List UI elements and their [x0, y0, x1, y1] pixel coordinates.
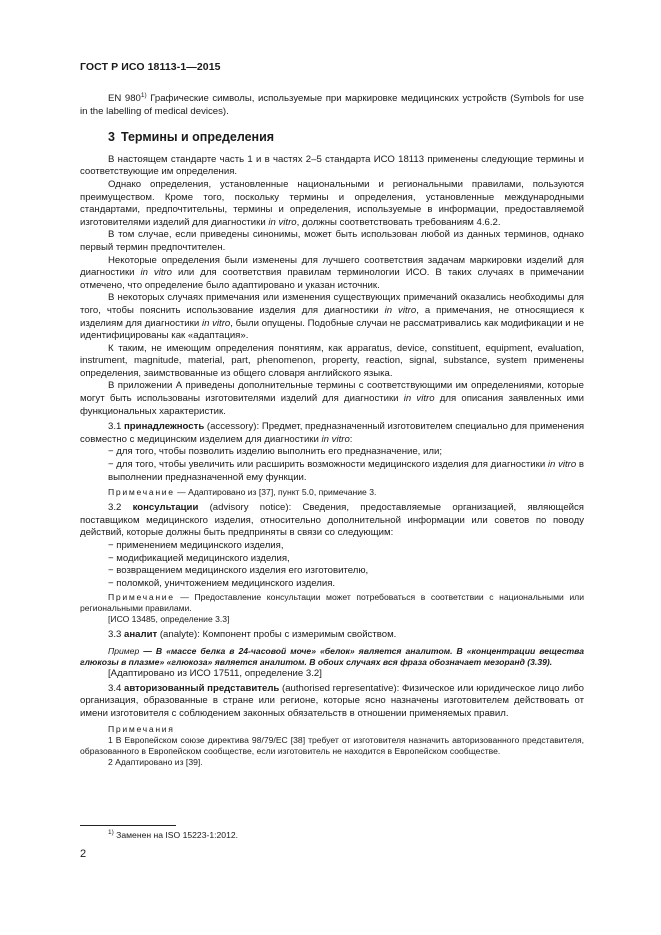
note: Примечание — Предоставление консультации может потребоваться в соответствии с национальными или региональными правилами. — [80, 592, 584, 614]
paragraph: К таким, не имеющим определения понятиям, как apparatus, device, constituent, equipment, evaluation, instrument, magnitude, material, part, phenomenon, property, reaction, signal, substance, system применены определения, заимствованные из общего словаря английского языка. — [80, 342, 584, 379]
term-3-2: 3.2 консультации (advisory notice): Сведения, предоставляемые организацией, являющейся поставщиком медицинского изделия, относительно дополнительной информации или советов по поводу действий, которые должны быть предприняты в связи со следующим: — [80, 502, 584, 539]
note: 2 Адаптировано из [39]. — [108, 757, 203, 768]
list-item: − поломкой, уничтожением медицинского изделия. — [108, 577, 336, 589]
note: Примечание — Адаптировано из [37], пункт 5.0, примечание 3. — [108, 487, 377, 498]
list-item: − для того, чтобы увеличить или расширить возможности медицинского изделия для диагностики in vitro в выполнении предназначенной ему функции. — [108, 459, 584, 483]
document-header: ГОСТ Р ИСО 18113-1—2015 — [80, 61, 221, 73]
reference-en980: EN 980$^{1)}$ Графические символы, используемые при маркировке медицинских устройств (Symbols for use in the labelling of medical devices). — [80, 91, 584, 117]
paragraph: В некоторых случаях примечания или изменения существующих примечаний оказались необходимы для того, чтобы пояснить использование изделия для диагностики in vitro, а примечания, не относящиеся к изделиям для диагностики in vitro, были опущены. Подобные случаи не рассматривались как модификации и не идентифицированы как «адаптация». — [80, 292, 584, 342]
footnote: $^{1)}$ Заменен на ISO 15223-1:2012. — [108, 829, 239, 840]
source-reference: [Адаптировано из ИСО 17511, определение 3.2] — [108, 667, 322, 679]
term-3-3: 3.3 аналит (analyte): Компонент пробы с измеримым свойством. — [108, 629, 397, 641]
term-3-1: 3.1 принадлежность (accessory): Предмет, предназначенный изготовителем специально для применения совместно с медицинским изделием для диагностики in vitro: — [80, 421, 585, 445]
notes-label: Примечания — [108, 724, 175, 735]
list-item: − для того, чтобы позволить изделию выполнить его предназначение, или; — [108, 446, 442, 458]
source-reference: [ИСО 13485, определение 3.3] — [108, 614, 230, 625]
paragraph: Некоторые определения были изменены для лучшего соответствия задачам маркировки изделий для диагностики in vitro или для соответствия правилам терминологии ИСО. В таких случаях в примечании отмечено, что определение было адаптировано и указан источник. — [80, 254, 585, 291]
list-item: − возвращением медицинского изделия его изготовителю, — [108, 565, 369, 577]
term-3-4: 3.4 авторизованный представитель (authorised representative): Физическое или юридическое лицо либо организация, образованные в стране или регионе, которые ясно назначены изготовителем действовать от имени изготовителя с соблюдением законных обязательств в отношении применяемых правил. — [80, 682, 584, 719]
list-item: − модификацией медицинского изделия, — [108, 552, 290, 564]
document-body — [80, 93, 584, 768]
section-heading: 3 Термины и определения — [108, 130, 275, 145]
list-item: − применением медицинского изделия, — [108, 540, 284, 551]
paragraph: В том случае, если приведены синонимы, может быть использован любой из данных терминов, однако первый термин предпочтителен. — [80, 229, 584, 253]
example: Пример — В «массе белка в 24-часовой моче» «белок» является аналитом. В «концентрации вещества глюкозы в плазме» «глюкоза» является аналитом. В обоих случаях вся фраза обозначает мезоранд (3.39). — [80, 645, 584, 667]
footnote-separator — [80, 825, 176, 826]
note: 1 В Европейском союзе директива 98/79/EC [38] требует от изготовителя назначить авторизованного представителя, образованного в Европейском сообществе, если изготовитель не находится в Европейском сообществе. — [80, 735, 584, 757]
paragraph: В настоящем стандарте часть 1 и в частях 2–5 стандарта ИСО 18113 применены следующие термины и соответствующие им определения. — [80, 153, 584, 178]
paragraph: Однако определения, установленные национальными и региональными правилами, пользуются преимуществом. Кроме того, поскольку термины и определения, установленные международными стандартами, предпочтительны, термины и определения, используемые в информации, предоставляемой изготовителями изделий для диагностики in vitro, должны соответствовать требованиям 4.6.2. — [80, 178, 584, 228]
page-number: 2 — [80, 848, 87, 860]
paragraph: В приложении А приведены дополнительные термины с соответствующими им определениями, которые могут быть использованы изготовителями изделий для диагностики in vitro для описания заявленных ими функциональных характеристик. — [80, 380, 584, 417]
